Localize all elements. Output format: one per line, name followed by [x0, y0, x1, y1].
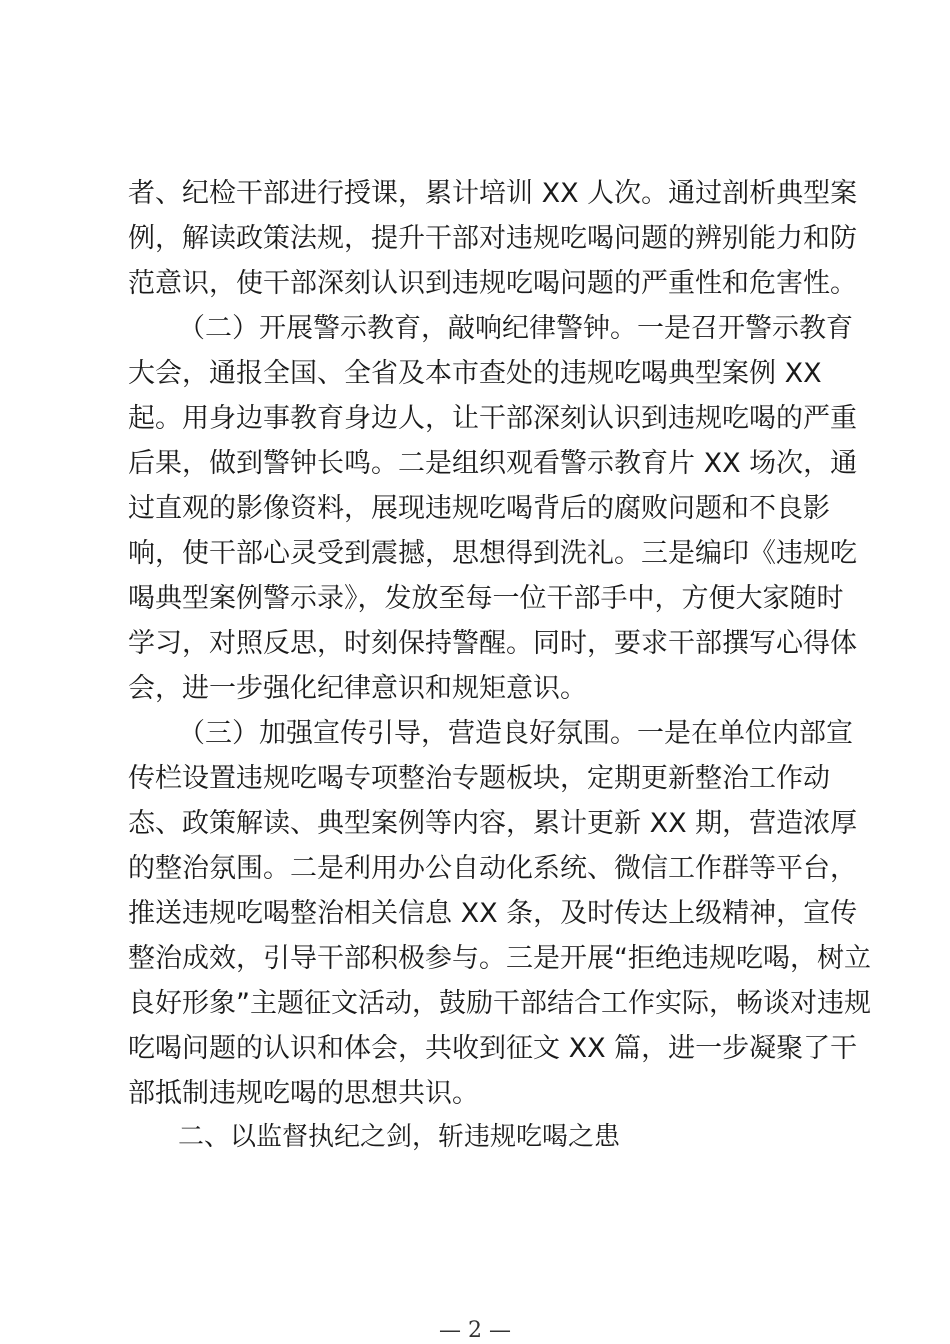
body-text-line: 后果，做到警钟长鸣。二是组织观看警示教育片 XX 场次，通: [128, 448, 858, 479]
body-text-line: 的整治氛围。二是利用办公自动化系统、微信工作群等平台，: [128, 853, 857, 884]
body-text-line: 推送违规吃喝整治相关信息 XX 条，及时传达上级精神，宣传: [128, 898, 858, 929]
body-text-line: 态、政策解读、典型案例等内容，累计更新 XX 期，营造浓厚: [128, 808, 858, 839]
section-heading: 二、以监督执纪之剑，斩违规吃喝之患: [178, 1122, 621, 1152]
body-text-line: 起。用身边事教育身边人，让干部深刻认识到违规吃喝的严重: [128, 403, 857, 434]
body-text-line: 大会，通报全国、全省及本市查处的违规吃喝典型案例 XX: [128, 358, 822, 389]
body-text-line: 部抵制违规吃喝的思想共识。: [128, 1078, 479, 1109]
body-text-line: 良好形象”主题征文活动，鼓励干部结合工作实际，畅谈对违规: [128, 988, 871, 1019]
page-number: — 2 —: [439, 1318, 511, 1343]
body-text-line: 喝典型案例警示录》，发放至每一位干部手中，方便大家随时: [128, 583, 844, 614]
body-text-line: 范意识，使干部深刻认识到违规吃喝问题的严重性和危害性。: [128, 268, 857, 299]
body-text-line: 学习，对照反思，时刻保持警醒。同时，要求干部撰写心得体: [128, 628, 857, 659]
body-text-line: 整治成效，引导干部积极参与。三是开展“拒绝违规吃喝，树立: [128, 943, 871, 974]
body-text-line: 例，解读政策法规，提升干部对违规吃喝问题的辨别能力和防: [128, 223, 857, 254]
subsection-3-first-line: （三）加强宣传引导，营造良好氛围。一是在单位内部宣: [178, 718, 853, 749]
body-text-line: 会，进一步强化纪律意识和规矩意识。: [128, 673, 587, 704]
subsection-2-first-line: （二）开展警示教育，敲响纪律警钟。一是召开警示教育: [178, 313, 853, 344]
body-text-line: 吃喝问题的认识和体会，共收到征文 XX 篇，进一步凝聚了干: [128, 1033, 858, 1064]
body-text-line: 者、纪检干部进行授课，累计培训 XX 人次。通过剖析典型案: [128, 178, 858, 209]
body-text-line: 响，使干部心灵受到震撼，思想得到洗礼。三是编印《违规吃: [128, 538, 857, 569]
body-text-line: 过直观的影像资料，展现违规吃喝背后的腐败问题和不良影: [128, 493, 830, 524]
body-text-line: 传栏设置违规吃喝专项整治专题板块，定期更新整治工作动: [128, 763, 830, 794]
